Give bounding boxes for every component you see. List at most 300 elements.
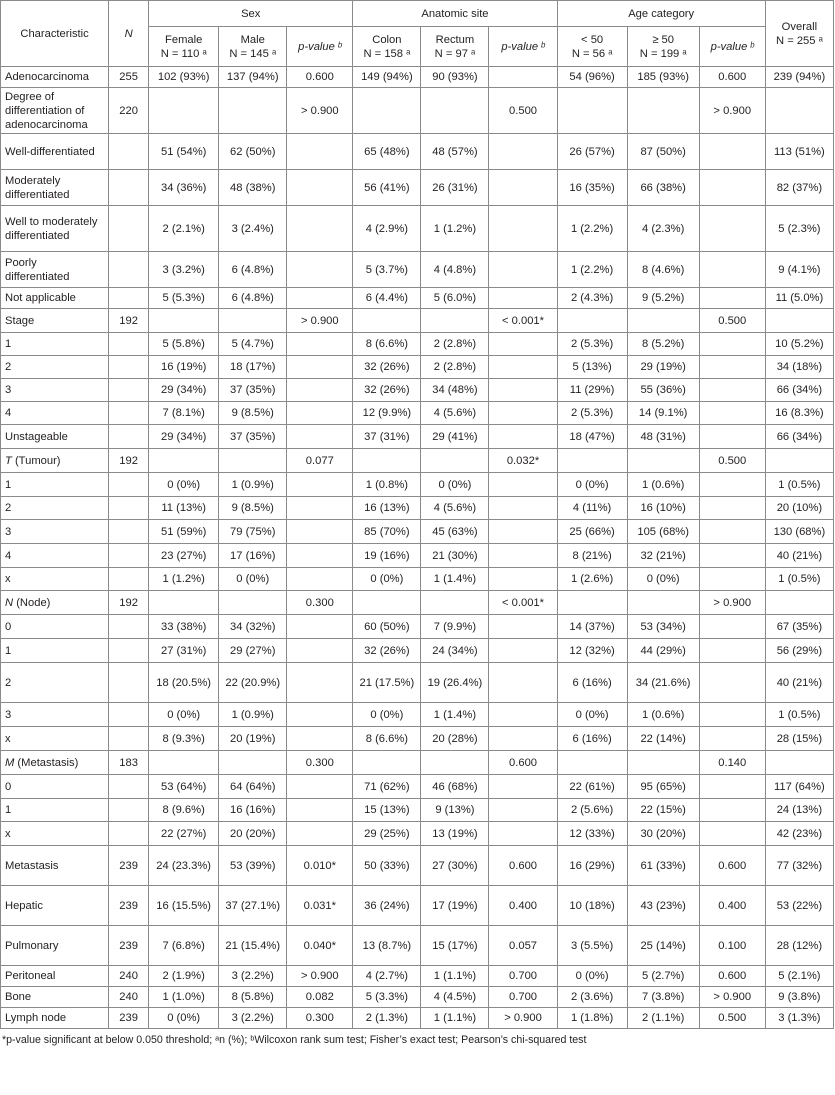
cell-age-lt50: 2 (3.6%) (557, 987, 627, 1008)
cell-site-p (489, 379, 557, 402)
cell-characteristic: Bone (1, 987, 109, 1008)
cell-rectum (421, 449, 489, 473)
cell-sex-p (287, 288, 353, 309)
cell-sex-p (287, 799, 353, 822)
cell-age-ge50: 22 (14%) (627, 727, 699, 751)
cell-colon: 1 (0.8%) (353, 473, 421, 497)
cell-colon (353, 751, 421, 775)
cell-site-p: 0.500 (489, 88, 557, 134)
table-row (1, 987, 834, 1008)
cell-age-lt50 (557, 591, 627, 615)
cell-rectum: 9 (13%) (421, 799, 489, 822)
cell-age-lt50 (557, 751, 627, 775)
cell-rectum: 27 (30%) (421, 846, 489, 886)
cell-sex-p: 0.600 (287, 67, 353, 88)
cell-overall: 20 (10%) (765, 497, 833, 520)
cell-age-p (699, 799, 765, 822)
cell-sex-p (287, 356, 353, 379)
cell-age-lt50: 6 (16%) (557, 727, 627, 751)
cell-characteristic: Pulmonary (1, 926, 109, 966)
cell-age-ge50: 185 (93%) (627, 67, 699, 88)
cell-female: 22 (27%) (149, 822, 219, 846)
cell-characteristic: 4 (1, 402, 109, 425)
cell-n (109, 822, 149, 846)
cell-n (109, 703, 149, 727)
cell-rectum: 0 (0%) (421, 473, 489, 497)
cell-sex-p: > 0.900 (287, 309, 353, 333)
cell-site-p (489, 473, 557, 497)
cell-age-p (699, 170, 765, 206)
cell-rectum: 26 (31%) (421, 170, 489, 206)
cell-n: 239 (109, 1008, 149, 1029)
cell-female: 0 (0%) (149, 1008, 219, 1029)
cell-age-p (699, 727, 765, 751)
cell-overall: 82 (37%) (765, 170, 833, 206)
cell-overall: 5 (2.3%) (765, 206, 833, 252)
cell-colon: 32 (26%) (353, 639, 421, 663)
cell-n (109, 333, 149, 356)
cell-female: 0 (0%) (149, 473, 219, 497)
cell-male (219, 309, 287, 333)
cell-age-lt50: 3 (5.5%) (557, 926, 627, 966)
cell-sex-p: 0.300 (287, 1008, 353, 1029)
cell-site-p (489, 67, 557, 88)
cell-rectum: 21 (30%) (421, 544, 489, 568)
col-female: Female N = 110 ᵃ (149, 27, 219, 67)
cell-age-ge50: 66 (38%) (627, 170, 699, 206)
cell-male: 6 (4.8%) (219, 288, 287, 309)
cell-site-p (489, 799, 557, 822)
cell-overall: 34 (18%) (765, 356, 833, 379)
cell-male: 17 (16%) (219, 544, 287, 568)
cell-age-p (699, 473, 765, 497)
cell-site-p (489, 356, 557, 379)
cell-overall: 1 (0.5%) (765, 473, 833, 497)
cell-colon: 0 (0%) (353, 703, 421, 727)
cell-age-ge50 (627, 88, 699, 134)
cell-colon: 5 (3.3%) (353, 987, 421, 1008)
table-row (1, 663, 834, 703)
cell-n: 183 (109, 751, 149, 775)
cell-female: 7 (8.1%) (149, 402, 219, 425)
cell-age-p (699, 639, 765, 663)
cell-characteristic: x (1, 568, 109, 591)
cell-male: 9 (8.5%) (219, 497, 287, 520)
cell-rectum: 7 (9.9%) (421, 615, 489, 639)
cell-site-p (489, 703, 557, 727)
cell-overall: 5 (2.1%) (765, 966, 833, 987)
cell-n: 239 (109, 886, 149, 926)
cell-age-ge50: 43 (23%) (627, 886, 699, 926)
cell-site-p: 0.700 (489, 987, 557, 1008)
table-row (1, 846, 834, 886)
cell-characteristic: 3 (1, 703, 109, 727)
cell-female: 27 (31%) (149, 639, 219, 663)
cell-female (149, 88, 219, 134)
cell-site-p: 0.600 (489, 751, 557, 775)
cell-age-lt50: 2 (4.3%) (557, 288, 627, 309)
cell-overall: 40 (21%) (765, 663, 833, 703)
cell-n (109, 134, 149, 170)
cell-site-p (489, 252, 557, 288)
cell-overall: 117 (64%) (765, 775, 833, 799)
table-row (1, 170, 834, 206)
cell-age-lt50: 12 (33%) (557, 822, 627, 846)
cell-male: 79 (75%) (219, 520, 287, 544)
cell-overall (765, 751, 833, 775)
cell-age-lt50: 26 (57%) (557, 134, 627, 170)
col-overall (765, 1, 833, 67)
col-sex-pvalue: p-value ᵇ (287, 27, 353, 67)
cell-rectum: 4 (4.5%) (421, 987, 489, 1008)
cell-female: 8 (9.6%) (149, 799, 219, 822)
cell-site-p (489, 568, 557, 591)
cell-site-p (489, 333, 557, 356)
group-sex: Sex (149, 1, 353, 27)
cell-age-lt50: 25 (66%) (557, 520, 627, 544)
cell-overall (765, 88, 833, 134)
cell-female: 5 (5.8%) (149, 333, 219, 356)
cell-colon: 36 (24%) (353, 886, 421, 926)
cell-age-lt50: 0 (0%) (557, 703, 627, 727)
cell-rectum: 19 (26.4%) (421, 663, 489, 703)
cell-characteristic: 1 (1, 333, 109, 356)
cell-rectum: 46 (68%) (421, 775, 489, 799)
cell-female: 29 (34%) (149, 425, 219, 449)
cell-characteristic: Poorly differentiated (1, 252, 109, 288)
cell-rectum: 1 (1.4%) (421, 568, 489, 591)
cell-characteristic: 2 (1, 356, 109, 379)
cell-n (109, 775, 149, 799)
cell-rectum: 2 (2.8%) (421, 356, 489, 379)
cell-age-p: 0.600 (699, 846, 765, 886)
cell-age-lt50: 0 (0%) (557, 473, 627, 497)
cell-colon: 4 (2.7%) (353, 966, 421, 987)
cell-rectum: 4 (4.8%) (421, 252, 489, 288)
cell-site-p (489, 663, 557, 703)
cell-rectum: 4 (5.6%) (421, 497, 489, 520)
table-row (1, 333, 834, 356)
cell-colon: 16 (13%) (353, 497, 421, 520)
cell-rectum: 2 (2.8%) (421, 333, 489, 356)
cell-colon: 15 (13%) (353, 799, 421, 822)
cell-n (109, 568, 149, 591)
cell-characteristic: 1 (1, 639, 109, 663)
table-row (1, 252, 834, 288)
cell-overall: 9 (3.8%) (765, 987, 833, 1008)
cell-age-lt50: 14 (37%) (557, 615, 627, 639)
cell-n (109, 473, 149, 497)
cell-male: 20 (19%) (219, 727, 287, 751)
table-row (1, 615, 834, 639)
cell-overall: 67 (35%) (765, 615, 833, 639)
cell-site-p: 0.400 (489, 886, 557, 926)
cell-overall: 53 (22%) (765, 886, 833, 926)
col-age-lt50: < 50 N = 56 ᵃ (557, 27, 627, 67)
cell-rectum: 1 (1.2%) (421, 206, 489, 252)
cell-age-ge50: 2 (1.1%) (627, 1008, 699, 1029)
cell-n: 240 (109, 987, 149, 1008)
cell-characteristic: 3 (1, 520, 109, 544)
cell-age-ge50: 4 (2.3%) (627, 206, 699, 252)
cell-male (219, 449, 287, 473)
table-row (1, 727, 834, 751)
cell-site-p (489, 615, 557, 639)
cell-age-lt50 (557, 309, 627, 333)
cell-age-ge50: 48 (31%) (627, 425, 699, 449)
cell-rectum: 1 (1.1%) (421, 966, 489, 987)
cell-female: 7 (6.8%) (149, 926, 219, 966)
cell-age-lt50: 2 (5.3%) (557, 402, 627, 425)
cell-age-p (699, 703, 765, 727)
cell-female: 3 (3.2%) (149, 252, 219, 288)
cell-site-p (489, 775, 557, 799)
overall-label: Overall (781, 20, 818, 33)
table-row (1, 309, 834, 333)
header-row-1 (1, 1, 834, 27)
cell-n: 192 (109, 309, 149, 333)
cell-characteristic: Peritoneal (1, 966, 109, 987)
cell-overall: 11 (5.0%) (765, 288, 833, 309)
cell-characteristic: Well to moderately differentiated (1, 206, 109, 252)
cell-age-p (699, 497, 765, 520)
cell-colon: 5 (3.7%) (353, 252, 421, 288)
cell-colon (353, 449, 421, 473)
cell-age-p (699, 356, 765, 379)
cell-overall (765, 309, 833, 333)
cell-colon: 21 (17.5%) (353, 663, 421, 703)
cell-male: 3 (2.4%) (219, 206, 287, 252)
cell-sex-p (287, 639, 353, 663)
cell-colon: 60 (50%) (353, 615, 421, 639)
table-row (1, 751, 834, 775)
cell-age-lt50: 11 (29%) (557, 379, 627, 402)
cell-rectum: 90 (93%) (421, 67, 489, 88)
cell-sex-p (287, 473, 353, 497)
cell-age-p: 0.500 (699, 449, 765, 473)
cell-age-p: 0.400 (699, 886, 765, 926)
cell-age-ge50: 1 (0.6%) (627, 703, 699, 727)
cell-age-p (699, 822, 765, 846)
cell-age-ge50: 30 (20%) (627, 822, 699, 846)
cell-male: 3 (2.2%) (219, 966, 287, 987)
cell-characteristic: 0 (1, 775, 109, 799)
cell-age-lt50: 4 (11%) (557, 497, 627, 520)
col-male: Male N = 145 ᵃ (219, 27, 287, 67)
cell-age-ge50: 55 (36%) (627, 379, 699, 402)
cell-age-ge50: 44 (29%) (627, 639, 699, 663)
cell-age-p: > 0.900 (699, 88, 765, 134)
cell-age-p: 0.100 (699, 926, 765, 966)
cell-male: 62 (50%) (219, 134, 287, 170)
table-row (1, 402, 834, 425)
cell-overall: 3 (1.3%) (765, 1008, 833, 1029)
cell-colon: 29 (25%) (353, 822, 421, 846)
cell-characteristic: x (1, 822, 109, 846)
cell-age-p: > 0.900 (699, 591, 765, 615)
table-row (1, 134, 834, 170)
cell-female: 102 (93%) (149, 67, 219, 88)
cell-colon: 37 (31%) (353, 425, 421, 449)
cell-overall (765, 449, 833, 473)
cell-age-p: > 0.900 (699, 987, 765, 1008)
cell-overall: 42 (23%) (765, 822, 833, 846)
cell-characteristic: 4 (1, 544, 109, 568)
cell-characteristic: Not applicable (1, 288, 109, 309)
cell-n: 239 (109, 846, 149, 886)
cell-colon: 149 (94%) (353, 67, 421, 88)
cell-female: 51 (54%) (149, 134, 219, 170)
cell-site-p (489, 544, 557, 568)
cell-rectum (421, 88, 489, 134)
cell-overall: 239 (94%) (765, 67, 833, 88)
cell-female: 53 (64%) (149, 775, 219, 799)
cell-site-p: < 0.001* (489, 309, 557, 333)
cell-age-ge50: 14 (9.1%) (627, 402, 699, 425)
cell-female: 1 (1.2%) (149, 568, 219, 591)
cell-male: 22 (20.9%) (219, 663, 287, 703)
cell-n: 192 (109, 591, 149, 615)
cell-male (219, 88, 287, 134)
table-row (1, 639, 834, 663)
cell-colon: 12 (9.9%) (353, 402, 421, 425)
cell-overall: 16 (8.3%) (765, 402, 833, 425)
cell-n (109, 544, 149, 568)
cell-characteristic: Stage (1, 309, 109, 333)
cell-female: 29 (34%) (149, 379, 219, 402)
cell-characteristic: Hepatic (1, 886, 109, 926)
cell-rectum (421, 309, 489, 333)
cell-characteristic: N (Node) (1, 591, 109, 615)
cell-colon: 85 (70%) (353, 520, 421, 544)
cell-characteristic: 0 (1, 615, 109, 639)
cell-female (149, 591, 219, 615)
cell-age-p: 0.140 (699, 751, 765, 775)
cell-sex-p (287, 252, 353, 288)
cell-rectum: 17 (19%) (421, 886, 489, 926)
cell-n (109, 615, 149, 639)
cell-colon: 13 (8.7%) (353, 926, 421, 966)
cell-female: 16 (19%) (149, 356, 219, 379)
cell-site-p: > 0.900 (489, 1008, 557, 1029)
cell-female: 2 (1.9%) (149, 966, 219, 987)
cell-rectum (421, 591, 489, 615)
group-age-category: Age category (557, 1, 765, 27)
table-footnote: *p-value significant at below 0.050 threshold; ᵃn (%); ᵇWilcoxon rank sum test; Fisher’s exact test; Pearson’s chi-squared test (2, 1034, 587, 1046)
cell-overall: 40 (21%) (765, 544, 833, 568)
cell-n (109, 425, 149, 449)
cell-female: 16 (15.5%) (149, 886, 219, 926)
cell-site-p: 0.057 (489, 926, 557, 966)
cell-age-lt50: 12 (32%) (557, 639, 627, 663)
cell-age-ge50: 34 (21.6%) (627, 663, 699, 703)
cell-rectum: 29 (41%) (421, 425, 489, 449)
cell-sex-p (287, 615, 353, 639)
cell-age-lt50: 22 (61%) (557, 775, 627, 799)
cell-sex-p (287, 544, 353, 568)
cell-n: 220 (109, 88, 149, 134)
cell-n (109, 663, 149, 703)
cell-sex-p: > 0.900 (287, 966, 353, 987)
cell-n (109, 356, 149, 379)
cell-age-ge50: 8 (4.6%) (627, 252, 699, 288)
cell-female: 5 (5.3%) (149, 288, 219, 309)
cell-sex-p (287, 333, 353, 356)
cell-site-p (489, 727, 557, 751)
cell-sex-p (287, 775, 353, 799)
cell-age-lt50: 5 (13%) (557, 356, 627, 379)
cell-n (109, 520, 149, 544)
cell-age-p (699, 425, 765, 449)
cell-male: 8 (5.8%) (219, 987, 287, 1008)
cell-overall: 9 (4.1%) (765, 252, 833, 288)
cell-colon: 50 (33%) (353, 846, 421, 886)
table-row (1, 926, 834, 966)
cell-sex-p (287, 379, 353, 402)
cell-age-ge50: 29 (19%) (627, 356, 699, 379)
cell-female: 2 (2.1%) (149, 206, 219, 252)
cell-n (109, 497, 149, 520)
cell-male: 37 (35%) (219, 425, 287, 449)
cell-n (109, 639, 149, 663)
cell-rectum: 13 (19%) (421, 822, 489, 846)
cell-colon: 2 (1.3%) (353, 1008, 421, 1029)
cell-male: 3 (2.2%) (219, 1008, 287, 1029)
cell-age-ge50: 95 (65%) (627, 775, 699, 799)
cell-age-lt50 (557, 449, 627, 473)
cell-male (219, 591, 287, 615)
cell-male: 18 (17%) (219, 356, 287, 379)
cell-overall: 130 (68%) (765, 520, 833, 544)
cell-overall: 1 (0.5%) (765, 568, 833, 591)
cell-age-ge50: 5 (2.7%) (627, 966, 699, 987)
cell-age-ge50: 32 (21%) (627, 544, 699, 568)
cell-site-p (489, 288, 557, 309)
cell-sex-p: 0.031* (287, 886, 353, 926)
cell-male: 5 (4.7%) (219, 333, 287, 356)
table-row (1, 88, 834, 134)
cell-site-p: 0.600 (489, 846, 557, 886)
cell-female: 1 (1.0%) (149, 987, 219, 1008)
cell-age-p (699, 663, 765, 703)
cell-age-p: 0.500 (699, 1008, 765, 1029)
cell-female: 24 (23.3%) (149, 846, 219, 886)
cell-age-ge50: 25 (14%) (627, 926, 699, 966)
cell-age-p (699, 544, 765, 568)
cell-female (149, 449, 219, 473)
cell-sex-p (287, 568, 353, 591)
cell-age-ge50: 53 (34%) (627, 615, 699, 639)
cell-sex-p (287, 497, 353, 520)
cell-age-p: 0.600 (699, 67, 765, 88)
cell-characteristic: Moderately differentiated (1, 170, 109, 206)
cell-n (109, 170, 149, 206)
cell-colon: 71 (62%) (353, 775, 421, 799)
cell-sex-p: 0.300 (287, 751, 353, 775)
cell-overall: 28 (12%) (765, 926, 833, 966)
col-age-pvalue: p-value ᵇ (699, 27, 765, 67)
table-row (1, 379, 834, 402)
cell-site-p (489, 520, 557, 544)
cell-colon: 8 (6.6%) (353, 727, 421, 751)
cell-overall: 10 (5.2%) (765, 333, 833, 356)
col-rectum: Rectum N = 97 ᵃ (421, 27, 489, 67)
cell-male: 29 (27%) (219, 639, 287, 663)
cell-male: 1 (0.9%) (219, 703, 287, 727)
cell-age-lt50: 18 (47%) (557, 425, 627, 449)
col-characteristic: Characteristic (1, 1, 109, 67)
cell-age-lt50: 1 (2.2%) (557, 252, 627, 288)
